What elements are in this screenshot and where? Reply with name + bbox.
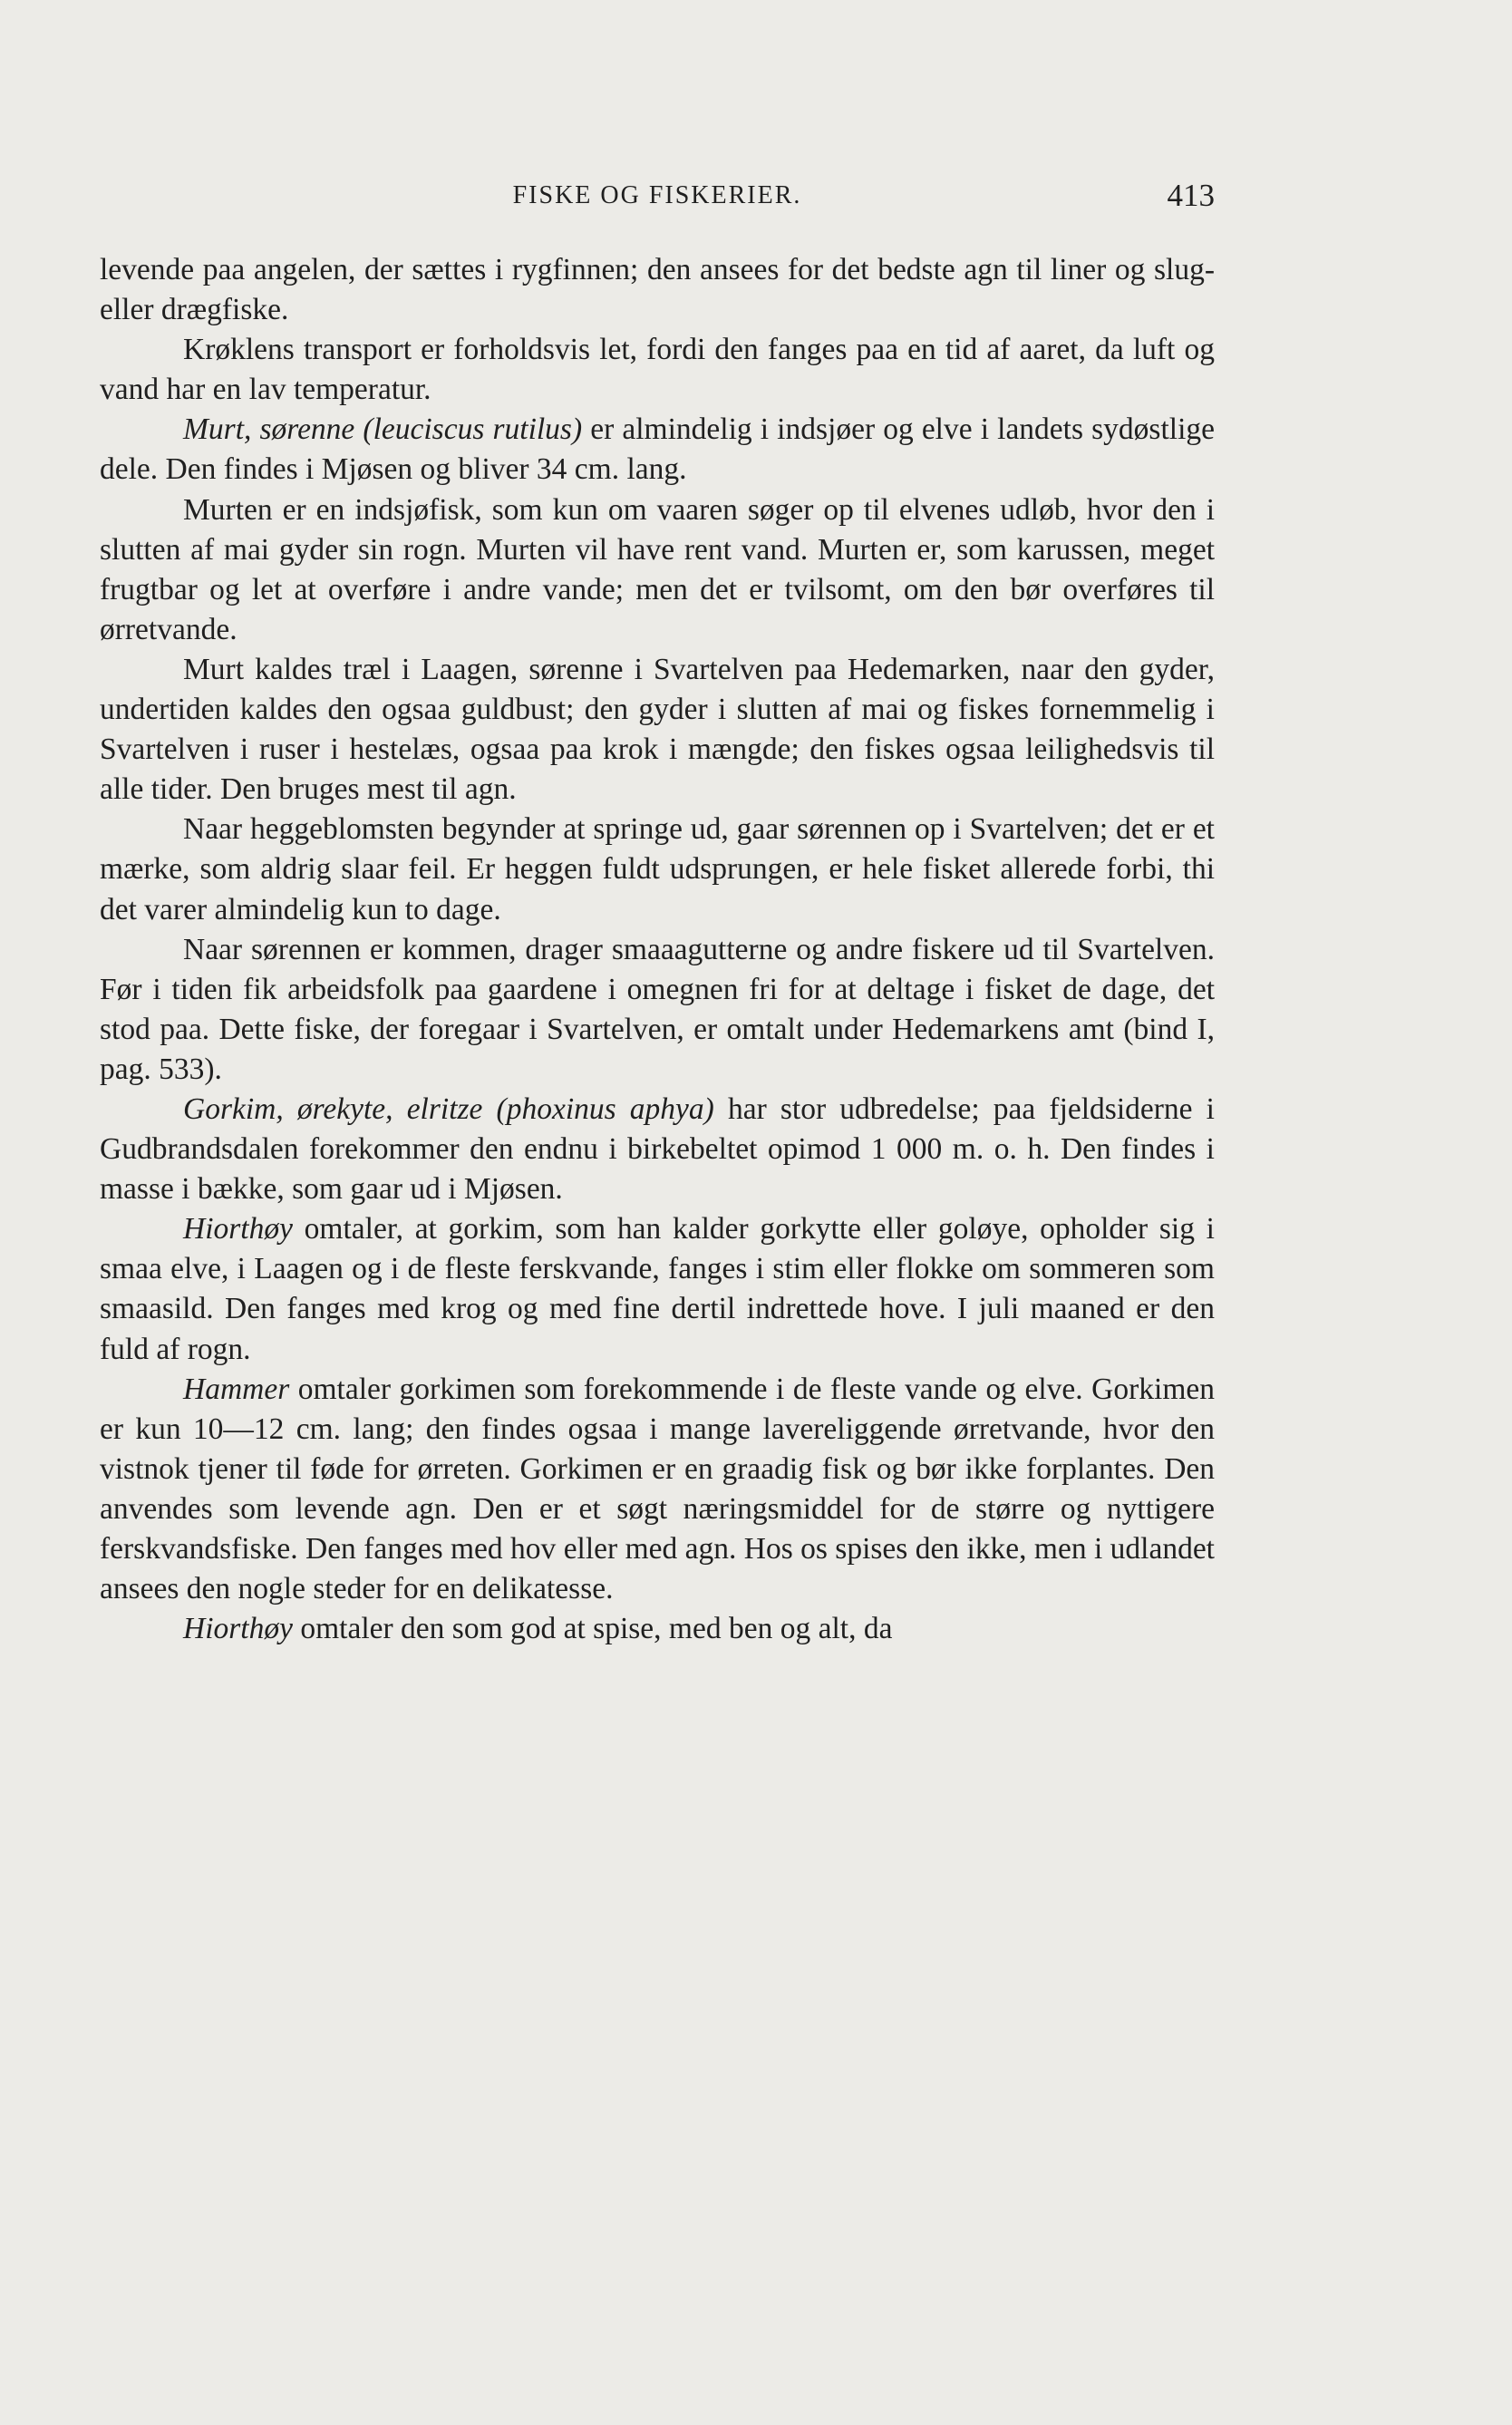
paragraph xyxy=(100,650,1215,810)
body-text xyxy=(100,250,1215,1649)
text-run: Naar sørennen er kommen, drager smaaagutterne og andre fiskere ud til Svartelven. Før i tiden fik arbeidsfolk paa gaardene i omegnen fri for at deltage i fisket de dage, det stod paa. Dette fiske, der foregaar i Svartelven, er omtalt under Hedemarkens amt (bind I, pag. 533). xyxy=(100,932,1215,1086)
running-title: FISKE OG FISKERIER. xyxy=(512,181,802,209)
paragraph xyxy=(100,1609,1215,1649)
text-run: omtaler den som god at spise, med ben og alt, da xyxy=(292,1612,893,1646)
paragraph xyxy=(100,250,1215,330)
text-run: omtaler, at gorkim, som han kalder gorkytte eller goløye, opholder sig i smaa elve, i Laagen og i de fleste ferskvande, fanges i stim eller flokke om sommeren som smaasild. Den fanges med krog og med fine dertil indrettede hove. I juli maaned er den fuld af rogn. xyxy=(100,1212,1215,1366)
paragraph xyxy=(100,1370,1215,1610)
text-run: Murt kaldes træl i Laagen, sørenne i Svartelven paa Hedemarken, naar den gyder, undertiden kaldes den ogsaa guldbust; den gyder i slutten af mai og fiskes fornemmelig i Svartelven i ruser i hestelæs, ogsaa paa krok i mængde; den fiskes ogsaa leilighedsvis til alle tider. Den bruges mest til agn. xyxy=(100,652,1215,807)
paragraph xyxy=(100,410,1215,490)
paragraph xyxy=(100,1209,1215,1369)
paragraph xyxy=(100,930,1215,1090)
text-run: Naar heggeblomsten begynder at springe ud, gaar sørennen op i Svartelven; det er et mærke, som aldrig slaar feil. Er heggen fuldt udsprungen, er hele fisket allerede forbi, thi det varer almindelig kun to dage. xyxy=(100,812,1215,926)
text-run: Krøklens transport er forholdsvis let, fordi den fanges paa en tid af aaret, da luft og vand har en lav temperatur. xyxy=(100,333,1215,407)
page-header xyxy=(100,178,1215,218)
paragraph xyxy=(100,1090,1215,1209)
text-run: er almindelig i indsjøer og elve i landets sydøstlige dele. Den findes i Mjøsen og bliver 34 cm. lang. xyxy=(100,412,1215,487)
text-run: omtaler gorkimen som forekommende i de fleste vande og elve. Gorkimen er kun 10—12 cm. lang; den findes ogsaa i mange lavereliggende ørretvande, hvor den vistnok tjener til føde for ørreten. Gorkimen er en graadig fisk og bør ikke forplantes. Den anvendes som levende agn. Den er et søgt næringsmiddel for de større og nyttigere ferskvandsfiske. Den fanges med hov eller med agn. Hos os spises den ikke, men i udlandet ansees den nogle steder for en delikatesse. xyxy=(100,1372,1215,1606)
italic-term: Hiorthøy xyxy=(183,1612,293,1646)
italic-term: Murt, sørenne (leuciscus rutilus) xyxy=(183,412,583,447)
paragraph xyxy=(100,490,1215,650)
paragraph xyxy=(100,330,1215,410)
page-number: 413 xyxy=(1167,178,1215,213)
text-run: har stor udbredelse; paa fjeldsiderne i Gudbrandsdalen forekommer den endnu i birkebeltet opimod 1 000 m. o. h. Den findes i masse i bække, som gaar ud i Mjøsen. xyxy=(100,1091,1215,1207)
paragraph xyxy=(100,810,1215,929)
text-run: Murten er en indsjøfisk, som kun om vaaren søger op til elvenes udløb, hvor den i slutten af mai gyder sin rogn. Murten vil have rent vand. Murten er, som karussen, meget frugtbar og let at overføre i andre vande; men det er tvilsomt, om den bør overføres til ørretvande. xyxy=(100,492,1215,646)
italic-term: Hammer xyxy=(183,1372,290,1406)
italic-term: Hiorthøy xyxy=(183,1212,293,1246)
text-run: levende paa angelen, der sættes i rygfinnen; den ansees for det bedste agn til liner og slug- eller drægfiske. xyxy=(100,253,1215,327)
italic-term: Gorkim, ørekyte, elritze (phoxinus aphya) xyxy=(183,1091,714,1126)
